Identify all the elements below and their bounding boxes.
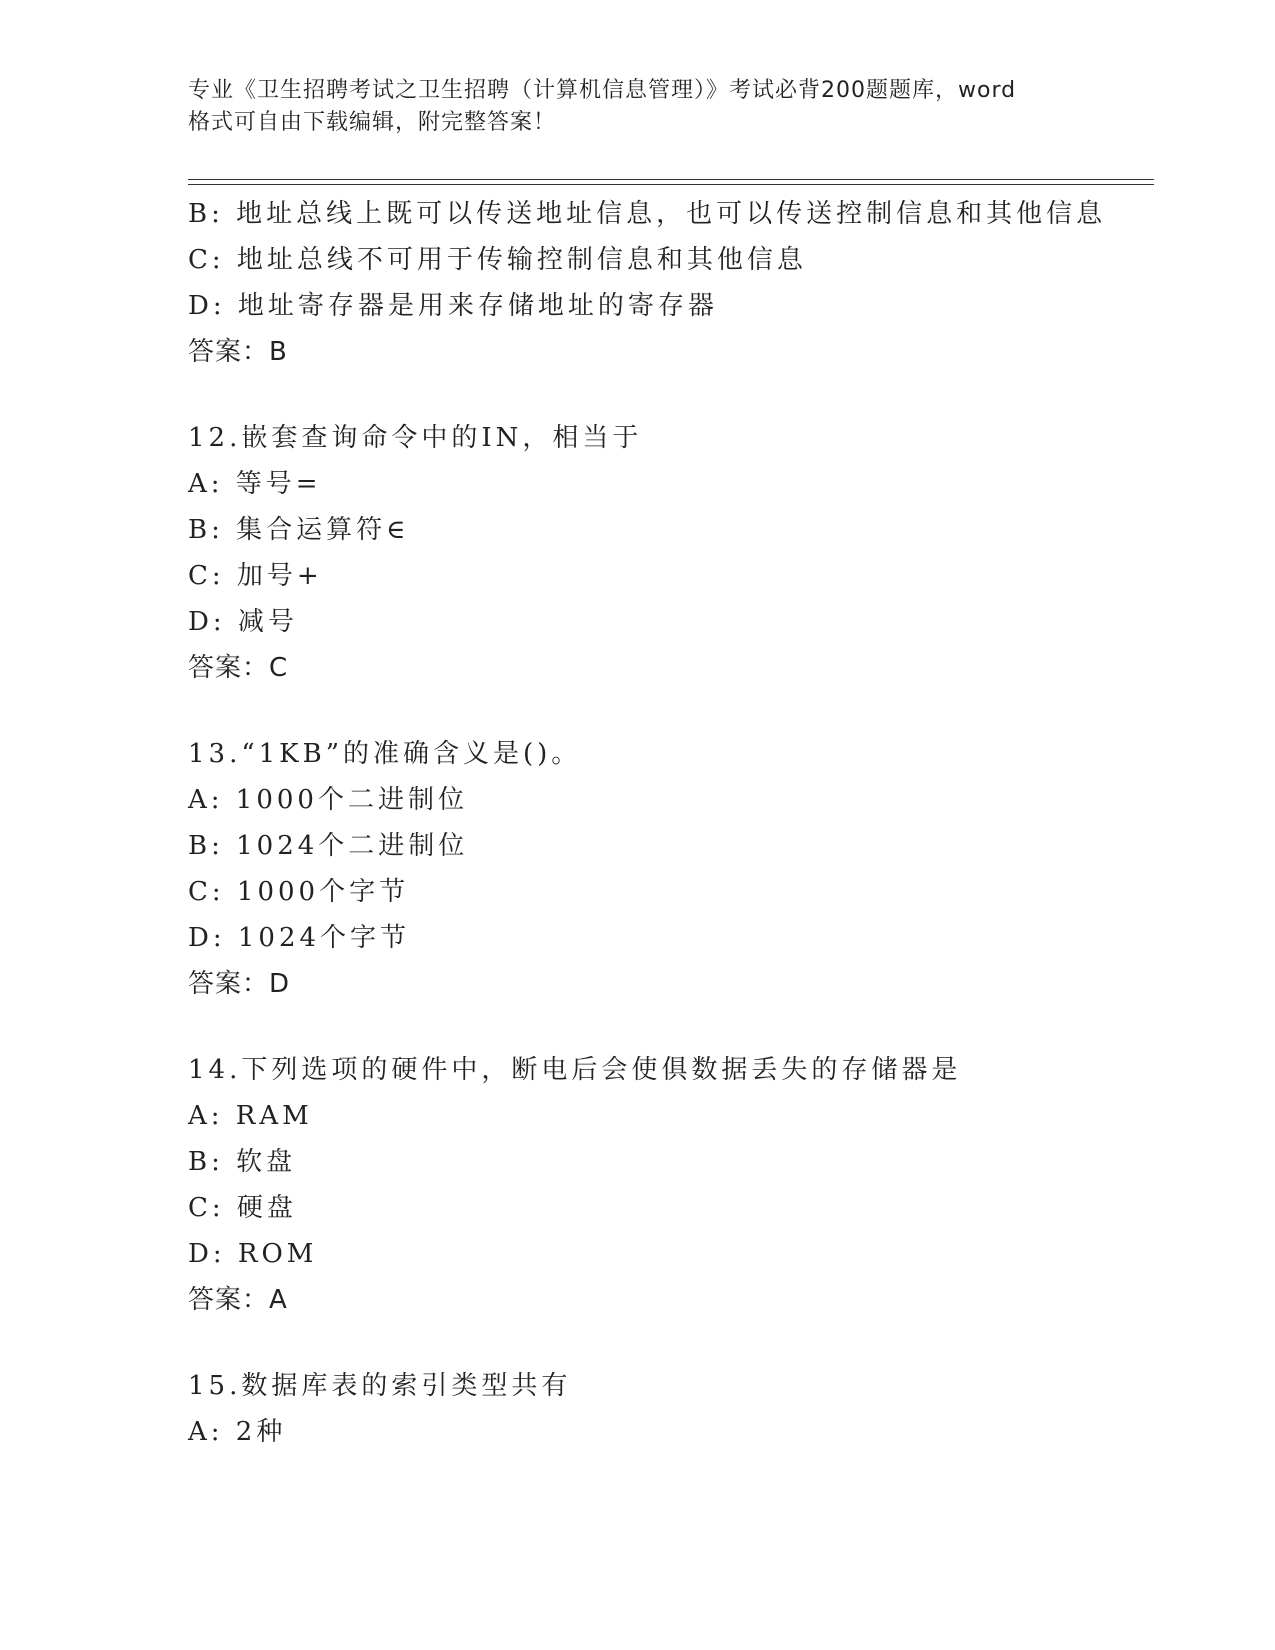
- question-gap: [188, 1007, 1148, 1047]
- document-header: [188, 75, 1088, 139]
- answer: 答案：C: [188, 653, 289, 683]
- option-d: D: ROM: [188, 1239, 318, 1269]
- header-title-line-2: 格式可自由下载编辑，附完整答案！: [188, 110, 557, 135]
- option-b: B: 1024个二进制位: [188, 831, 469, 861]
- option-c: C: 地址总线不可用于传输控制信息和其他信息: [188, 245, 807, 275]
- option-d: D: 地址寄存器是用来存储地址的寄存器: [188, 291, 718, 321]
- question-14: [188, 1047, 1148, 1323]
- question-list: [188, 191, 1148, 1455]
- question-13: [188, 731, 1148, 1007]
- option-b: B: 集合运算符∈: [188, 515, 410, 545]
- question-12: [188, 415, 1148, 691]
- option-c: C: 硬盘: [188, 1193, 297, 1223]
- question-gap: [188, 691, 1148, 731]
- question-15: [188, 1363, 1148, 1455]
- option-d: D: 1024个字节: [188, 923, 411, 953]
- answer: 答案：D: [188, 969, 291, 999]
- option-c: C: 加号+: [188, 561, 323, 591]
- header-divider-top: [188, 179, 1154, 180]
- question-gap: [188, 1323, 1148, 1363]
- option-b: B: 地址总线上既可以传送地址信息，也可以传送控制信息和其他信息: [188, 199, 1107, 229]
- question-stem: 14.下列选项的硬件中，断电后会使俱数据丢失的存储器是: [188, 1055, 962, 1085]
- question-stem: 12.嵌套查询命令中的IN，相当于: [188, 423, 643, 453]
- option-a: A: 等号=: [188, 469, 322, 499]
- option-d: D: 减号: [188, 607, 298, 637]
- option-a: A: RAM: [188, 1101, 313, 1131]
- header-divider-bottom: [188, 184, 1154, 185]
- question-11-continuation: [188, 191, 1148, 375]
- answer: 答案：B: [188, 337, 288, 367]
- option-a: A: 1000个二进制位: [188, 785, 468, 815]
- option-b: B: 软盘: [188, 1147, 297, 1177]
- header-title-line-1: 专业《卫生招聘考试之卫生招聘（计算机信息管理）》考试必背200题题库，word: [188, 78, 1017, 103]
- option-c: C: 1000个字节: [188, 877, 410, 907]
- question-stem: 13.“1KB”的准确含义是()。: [188, 739, 582, 769]
- question-stem: 15.数据库表的索引类型共有: [188, 1371, 572, 1401]
- question-gap: [188, 375, 1148, 415]
- option-a: A: 2种: [188, 1417, 287, 1447]
- answer: 答案：A: [188, 1285, 288, 1315]
